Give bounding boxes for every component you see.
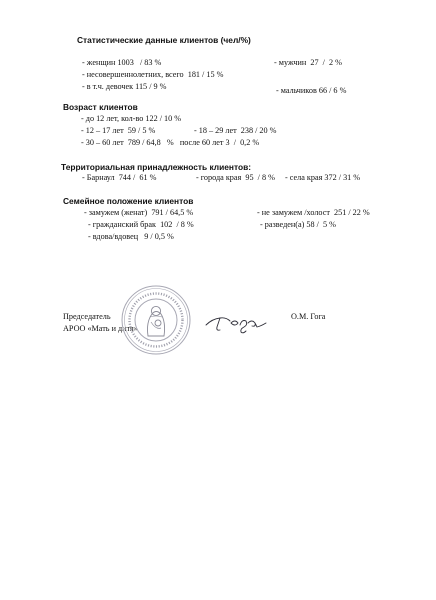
stats-women: - женщин 1003 / 83 % [82,58,162,67]
territory-heading: Территориальная принадлежность клиентов: [61,162,252,172]
age-18-29: - 18 – 29 лет 238 / 20 % [194,126,277,135]
stats-girls: - в т.ч. девочек 115 / 9 % [82,82,167,91]
age-30-60-and-over-60: - 30 – 60 лет 789 / 64,8 % после 60 лет 3 / 0,2 % [81,138,260,147]
organization-stamp [120,284,192,356]
stats-heading: Статистические данные клиентов (чел/%) [77,35,251,45]
icon-emblem [148,306,165,336]
handwritten-signature [204,305,280,335]
age-12-17: - 12 – 17 лет 59 / 5 % [81,126,156,135]
family-widowed: - вдова/вдовец 9 / 0,5 % [88,232,174,241]
signatory-title: Председатель [63,312,111,321]
stats-men: - мужчин 27 / 2 % [274,58,342,67]
age-under12: - до 12 лет, кол-во 122 / 10 % [81,114,182,123]
family-divorced: - разведен(а) 58 / 5 % [260,220,336,229]
signatory-name: О.М. Гога [291,312,326,321]
family-civil: - гражданский брак 102 / 8 % [88,220,194,229]
territory-villages: - села края 372 / 31 % [285,173,361,182]
age-heading: Возраст клиентов [63,102,138,112]
family-heading: Семейное положение клиентов [63,196,194,206]
signatory-organization: АРОО «Мать и дитя» [63,324,138,333]
stats-boys: - мальчиков 66 / 6 % [276,86,347,95]
stats-minors: - несовершеннолетних, всего 181 / 15 % [82,70,224,79]
territory-barnaul: - Барнаул 744 / 61 % [82,173,157,182]
family-married: - замужем (женат) 791 / 64,5 % [84,208,194,217]
family-single: - не замужем /холост 251 / 22 % [257,208,370,217]
territory-towns: - города края 95 / 8 % [196,173,275,182]
